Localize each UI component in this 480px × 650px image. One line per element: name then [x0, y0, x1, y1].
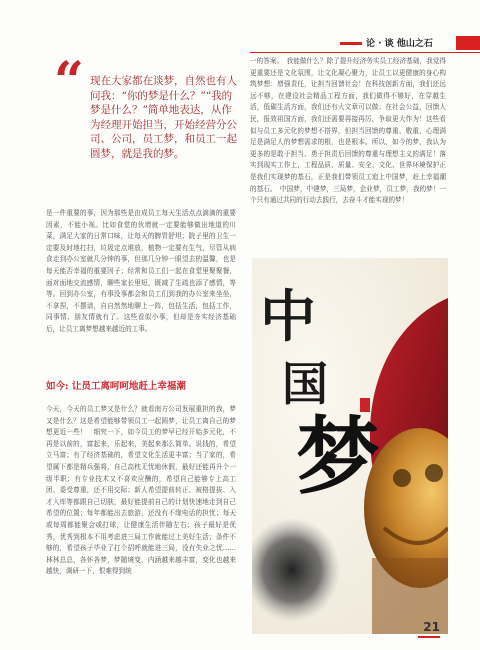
calligraphy-meng: 梦	[296, 407, 381, 506]
calligraphy-guo: 国	[282, 357, 328, 411]
section-title: 论 · 谈 他山之石	[366, 39, 433, 49]
section-subhead: 如今: 让员工离呵呵地赶上幸福潮	[46, 381, 186, 392]
header-red-block	[456, 36, 480, 50]
page-number: 21	[423, 620, 440, 634]
china-dream-illustration	[252, 258, 448, 634]
left-column-top	[46, 208, 236, 336]
illustration-svg	[252, 258, 448, 634]
header-accent-bar	[340, 42, 362, 45]
section-header	[340, 36, 480, 50]
body-paragraph: 一的答案。 我能做什么？除了提升经济务实员工经济基础，我觉得更重要还是文化氛围，让文化凝心聚力，让员工以更健康的身心构筑梦想：增强责任，让担当回馈社会！在科技创新方面，我们还远远不够，在建设社会精品工程方面，我们做得不够好，在穿越生活，低碳生活方面，我们还有大文章可以做；在社会公益，回馈人民，报效祖国方面，我们还需要再接再厉，争取更大作为！这些看似与员工多元化的梦想不搭界，但担当回馈的尊重、敬重、心理满足是满足人的梦想需求的根，也是根本。所以，如今的梦，我认为更多的是敢于担当、勇于担责后回馈的尊重与理想主义的满足！落实到现实工作上，工程品质、质量、安全、文化、世界环境保护正是我们实现梦的基石，正是我们带领员工追上中国梦，赶上幸福潮的基石。 中国梦，中建梦，三局梦，企业梦，员工梦，我的梦！一个只有通过共同的行动去践行，去奋斗才能实现的梦！	[250, 57, 446, 205]
body-paragraph: 今天，今天的员工梦又是什么？就看南方公司发展重担的我，梦又是什么？这是希望能够带领员工一起圆梦，让员工离自己的梦想更近一些！ 细究一下，如今员工的梦早已经开始多元化，不再是以前的，富起来，乐起来，美起来那么简单。说钱的，希望立马富；有了经济基础的，希望文化生活更丰富；当了家的，希望属下都是精兵强将，自己高枕无忧地休假，最好还能再升个一级半职；有专业技术又不喜欢应酬的，希望自己能够专上高工团、委受尊重，还不用交际；新人希望提前转正、被格提拔、入才入库等都跟自己切肤，最好能提前自己的计划快速地走到自己希望的位置；每年都能出去旅游，还没有不缘电话的担忧；每天或每周都能聚会或打球，让健康生活伴随左右；孩子最好是优秀，优秀到根本不用考虑进三局工作就能过上美好生活；条件不够的，希望孩子毕业了打个招呼就能进三局，没有失业之忧……林林总总，各怀各梦，梦随境变，内涵越来越丰富，变化也越来越快，调研一下，恨难得到统	[46, 405, 236, 576]
quote-mark-icon: “	[54, 51, 84, 112]
pull-quote-text: 现在大家都在谈梦，自然也有人问我：“你的梦是什么？”“我的梦是什么？”简单地表达，从作为经理开始担当，开始经营分公司、公司，员工梦，和员工一起圆梦，就是我的梦。	[90, 75, 237, 160]
calligraphy-zhong: 中	[260, 284, 316, 350]
page-number-rule	[418, 636, 440, 638]
left-column-bottom	[46, 404, 236, 578]
header-rule	[250, 52, 480, 53]
body-paragraph: 是一件重要的事，因为那些是由成员工每天生活点点滴滴的重要因素，不能小视。比如食堂的伙增就一定要能够做出地道的川菜，满足大家的日常口味，让每天的脾胃舒坦；院子里的卫生一定要及时地打扫，垃圾定点堆放，植物一定要有生气，尽管从病食走到办公室就几分钟的事，但那几分钟一眼望去的温馨，也是每天能否幸福的重要因子；经常和员工们一起在食堂里聚聚餐，面对面地交流感情，聊些家长里短，既减了生疏也添了感情，等等。回到办公室，有事没事都会和员工们到我的办公室来坐坐，不拿捏，不摆谱，自自然然地聊上一阵，包括生活，包括工作，同事情、朋友情就有了。这些看似小事，但却是夯实经济基础后，让员工离梦想越来越近的工事。	[46, 209, 236, 333]
right-column-top	[250, 56, 446, 207]
